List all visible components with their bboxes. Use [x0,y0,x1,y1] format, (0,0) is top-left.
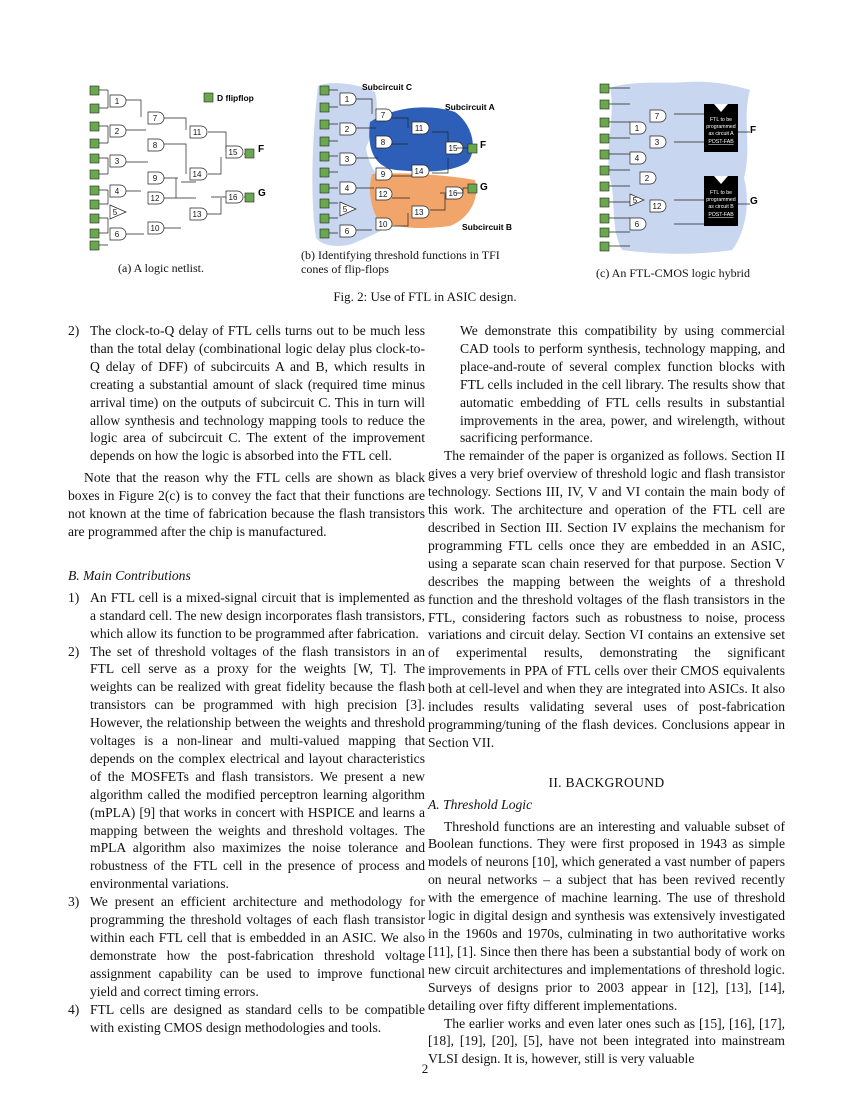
gate-label: 3 [344,155,350,164]
flipflop-input-column [90,86,99,250]
panel-a-caption: (a) A logic netlist. [118,261,204,275]
output-flipflop-f [245,149,254,158]
output-g-label: G [480,182,488,193]
gate-label: 11 [192,128,202,137]
section-title: II. BACKGROUND [548,774,665,790]
gate-label: 6 [344,227,350,236]
list-text: The set of threshold voltages of the flash transistors in an FTL cell serve as a proxy for the weights [W, T]. The weights can be realized with great fidelity because the flash transistors can be programmed with high precision [3]. However, the relationship between the weights and threshold voltages is a non-linear and multi-valued mapping that depends on the complex electrical and layout characteristics of the MOSFETs and flash transistors. We present a new algorithm called the modified perceptron learning algorithm (mPLA) [9] that works in concert with HSPICE and learns a mapping between the weights and threshold voltages. The mPLA algorithm also maximizes the noise tolerance and robustness of the FTL cell in the presence of process and environmental variations. [90,643,425,892]
gate-label: 16 [448,189,458,198]
gate-label: 10 [150,224,160,233]
list-item [68,893,425,1000]
gate-label: 1 [344,95,350,104]
list-number: 2) [68,323,80,338]
gate-label: 9 [152,174,158,183]
ftl-box-a [704,104,738,152]
gate-label: 14 [414,167,424,176]
list-number: 4) [68,1001,80,1017]
ftl-box-a-line: as circuit A [708,131,734,137]
gate-label: 6 [634,220,640,229]
gate-label: 16 [228,193,238,202]
note-paragraph: Note that the reason why the FTL cells are shown as black boxes in Figure 2(c) is to convey the fact that their functions are not known at the time of fabrication because the flash transistors are programmed after the chip is manufactured. [68,470,425,539]
list-number: 1) [68,589,80,605]
ftl-box-b-line: POST-FAB [708,212,734,218]
gate-label: 9 [380,170,386,179]
output-g-label: G [258,188,266,199]
body-paragraph: The earlier works and even later ones such as [15], [16], [17], [18], [19], [20], [5], have not been integrated into mainstream VLSI design. It is, however, still is very valuable [428,1015,785,1067]
subcircuit-b-label: Subcircuit B [462,222,513,232]
subcircuit-a-label: Subcircuit A [445,102,495,112]
gate-label: 11 [414,124,424,133]
ftl-box-a-line: POST-FAB [708,139,734,145]
gate-label: 15 [448,144,458,153]
gate-label: 13 [414,208,424,217]
gate-label: 12 [150,194,160,203]
gate-label: 13 [192,210,202,219]
figure-caption: Fig. 2: Use of FTL in ASIC design. [333,289,517,304]
ftl-box-b-line: FTL to be [709,190,733,196]
list-item [68,589,425,643]
output-f-label: F [750,125,757,136]
gate-label: 7 [654,112,660,121]
gate-label: 7 [152,114,158,123]
gate-label: 5 [342,205,348,214]
gate-label: 12 [378,190,388,199]
page-number: 2 [421,1061,429,1076]
gate-label: 8 [152,141,158,150]
gate-label: 10 [378,220,388,229]
list-number: 2) [68,643,80,659]
panel-b-caption [301,248,500,276]
gate-label: 6 [114,230,120,239]
list-text: The clock-to-Q delay of FTL cells turns out to be much less than the total delay (combinational logic delay plus clock-to-Q delay of DFF) of subcircuits A and B, which results in creating a substantial amount of slack (required time minus arrival time) on the outputs of subcircuit C. This in turn will allow synthesis and technology mapping tools to reduce the logic area of subcircuit C. The extent of the improvement depends on how the logic is absorbed into the FTL cell. [90,323,425,464]
output-f-label: F [480,140,487,151]
gate-label: 2 [644,174,650,183]
gate-label: 3 [654,138,660,147]
gate-label: 7 [380,111,386,120]
gate-label: 4 [634,154,640,163]
subcircuit-c-label: Subcircuit C [362,82,413,92]
figure-panel-b [300,78,513,250]
panel-b-caption-line2: cones of flip-flops [301,262,389,276]
panel-c-caption: (c) An FTL-CMOS logic hybrid [596,266,750,280]
gate-label: 1 [634,124,640,133]
list-text: FTL cells are designed as standard cells to be compatible with existing CMOS design methodologies and tools. [90,1001,425,1035]
legend-label: D flipflop [217,93,254,103]
section-heading: B. Main Contributions [68,567,191,583]
right-column [428,322,785,1068]
organization-paragraph: The remainder of the paper is organized as follows. Section II gives a very brief overview of threshold logic and flash transistor technology. Sections III, IV, V and VI contain the main body of this work. The architecture and operation of the FTL cell are described in Section III. Section IV explains the mechanism for programming FTL cells once they are embedded in an ASIC, using a separate scan chain reserved for that purpose. Section V describes the mapping between the weights of a threshold function and the threshold voltages of the flash transistors in the FTL, considering factors such as robustness to noise, process variations and circuit delay. Section VI contains an extensive set of experimental results, demonstrating the significant improvements in PPA of FTL cells over their CMOS equivalents both at cell-level and when they are integrated into ASICs. It also includes results validating several uses of post-fabrication programming/tuning of the flash devices. Conclusions appear in Section VII. [428,448,785,750]
left-column [68,322,425,1036]
ftl-box-a-line: FTL to be [709,117,733,123]
list-item [68,643,425,894]
list-text: An FTL cell is a mixed-signal circuit that is implemented as a standard cell. The new design incorporates flash transistors, which allow its function to be programmed after fabrication. [90,589,425,641]
gate-label: 8 [380,138,386,147]
gate-label: 5 [632,196,638,205]
body-paragraph: Threshold functions are an interesting and valuable subset of Boolean functions. They were first proposed in 1943 as simple models of neurons [10], which generated a vast number of papers on neural networks – a subject that has been revived recently with the emergence of machine learning. The use of threshold logic in digital design and synthesis was extensively investigated in the 1960s and 1970s, culminating in two authoritative works [11], [1]. Since then there has been a substantial body of work on new circuit architectures and implementations of threshold logic. Surveys of designs prior to 2003 appear in [12], [13], [14], detailing over fifty different implementations. [428,818,785,1013]
list-item [68,322,425,465]
figure-panel-c [592,78,774,258]
list-number: 3) [68,894,80,910]
output-g-label: G [750,196,758,207]
ftl-box-b-line: as circuit B [708,204,734,210]
gate-label: 12 [652,202,662,211]
output-f-label: F [258,144,265,155]
ftl-box-a-line: programmed [706,124,736,130]
list-text: We present an efficient architecture and methodology for programming the threshold voltages of each flash transistor within each FTL cell that is embedded in an ASIC. We also demonstrate how the post-fabrication threshold voltage assignment capability can be used to improve functional yield and correct timing errors. [90,894,425,999]
gate-label: 14 [192,170,202,179]
gate-label: 4 [344,184,350,193]
panel-b-caption-line1: (b) Identifying threshold functions in TFI [301,248,500,262]
gate-label: 5 [112,208,118,217]
list-item [68,1001,425,1037]
gate-label: 1 [114,97,120,106]
output-flipflop-g [245,193,254,202]
gate-label: 15 [228,148,238,157]
gate-label: 4 [114,187,120,196]
ftl-box-b [704,176,738,226]
continuation-paragraph: We demonstrate this compatibility by using commercial CAD tools to perform synthesis, technology mapping, and place-and-route of several complex function blocks with FTL cells included in the cell library. The results show that automatic embedding of FTL cells results in substantial improvements in the area, power, and wirelength, without sacrificing performance. [460,323,785,446]
subsection-title: A. Threshold Logic [428,796,533,812]
ftl-box-b-line: programmed [706,197,736,203]
gate-label: 2 [114,127,120,136]
gate-label: 2 [344,125,350,134]
gate-label: 3 [114,157,120,166]
legend-flipflop-icon [204,93,213,102]
figure-panel-a [86,82,276,252]
